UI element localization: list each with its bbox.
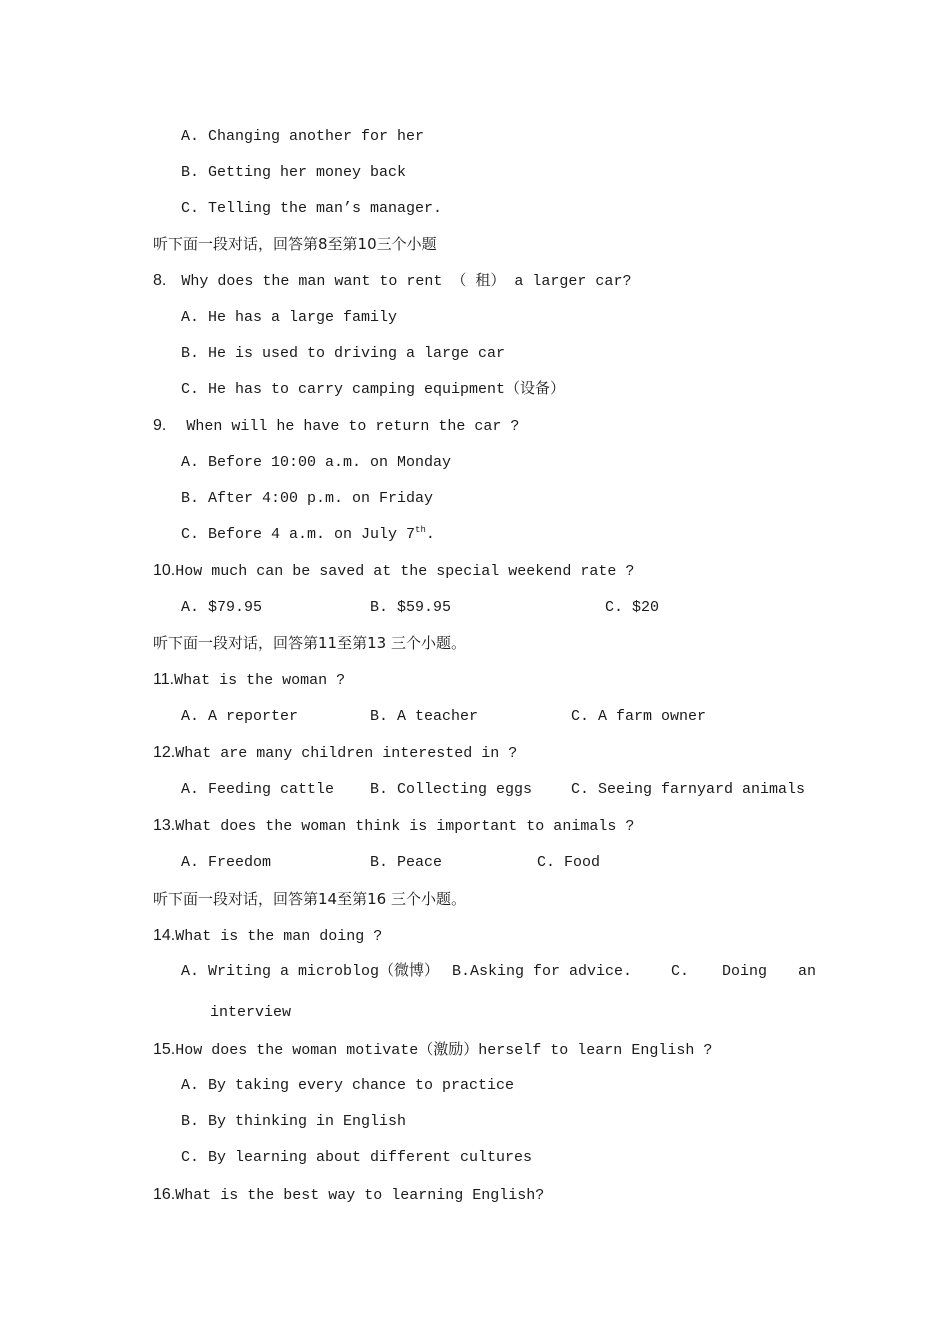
question-text: How much can be saved at the special weekend rate ? [175, 563, 635, 580]
section-heading-14-16: 听下面一段对话，回答第14至第16 三个小题。 [153, 890, 466, 908]
question-12 [153, 742, 517, 764]
q7-option-a: A. Changing another for her [181, 128, 425, 145]
question-text: What is the woman ? [174, 672, 346, 689]
question-16 [153, 1184, 544, 1206]
q13-option-a: A. Freedom [181, 854, 272, 871]
q13-option-b: B. Peace [370, 854, 443, 871]
q9-option-c [181, 525, 435, 545]
question-11 [153, 669, 345, 691]
question-number: 16. [153, 1186, 176, 1203]
q12-option-b: B. Collecting eggs [370, 781, 533, 798]
question-number: 10. [153, 562, 176, 579]
q11-option-b: B. A teacher [370, 708, 479, 725]
question-text: What are many children interested in ? [175, 745, 518, 762]
question-number: 14. [153, 927, 176, 944]
q13-option-c: C. Food [537, 854, 601, 871]
question-number: 8. [153, 272, 167, 289]
q14-option-c-label: C. [671, 963, 690, 980]
section-heading-8-10: 听下面一段对话，回答第8至第10三个小题 [153, 235, 437, 253]
question-number: 9. [153, 417, 167, 434]
q7-option-b: B. Getting her money back [181, 164, 407, 181]
question-14 [153, 925, 382, 947]
q8-option-a: A. He has a large family [181, 309, 398, 326]
option-end: . [425, 526, 435, 543]
q12-option-a: A. Feeding cattle [181, 781, 335, 798]
question-text: What is the best way to learning English? [175, 1187, 545, 1204]
question-text: How does the woman motivate（激励）herself to learn English ? [175, 1042, 713, 1059]
q7-option-c: C. Telling the man’s manager. [181, 200, 443, 217]
q10-option-c: C. $20 [605, 599, 660, 616]
question-8 [153, 270, 631, 292]
q14-option-c-word: Doing [722, 963, 768, 980]
question-10 [153, 560, 634, 582]
question-9 [153, 415, 519, 437]
q12-option-c: C. Seeing farnyard animals [571, 781, 806, 798]
question-text: When will he have to return the car ? [186, 418, 520, 435]
q15-option-b: B. By thinking in English [181, 1113, 407, 1130]
q14-option-c-continued: interview [210, 1004, 292, 1021]
question-13 [153, 815, 634, 837]
q9-option-b: B. After 4:00 p.m. on Friday [181, 490, 434, 507]
q14-option-b: B.Asking for advice. [452, 963, 633, 980]
option-text: C. Before 4 a.m. on July 7 [181, 526, 416, 543]
question-text: What is the man doing ? [175, 928, 383, 945]
q15-option-c: C. By learning about different cultures [181, 1149, 533, 1166]
q8-option-b: B. He is used to driving a large car [181, 345, 506, 362]
q14-option-c-word: an [798, 963, 817, 980]
q14-option-a: A. Writing a microblog（微博） [181, 963, 440, 980]
section-heading-11-13: 听下面一段对话，回答第11至第13 三个小题。 [153, 634, 466, 652]
q9-option-a: A. Before 10:00 a.m. on Monday [181, 454, 452, 471]
q11-option-c: C. A farm owner [571, 708, 707, 725]
question-number: 12. [153, 744, 176, 761]
question-number: 11. [153, 671, 175, 688]
q15-option-a: A. By taking every chance to practice [181, 1077, 515, 1094]
superscript: th [415, 525, 426, 535]
q11-option-a: A. A reporter [181, 708, 299, 725]
question-number: 15. [153, 1041, 176, 1058]
question-text: What does the woman think is important to animals ? [175, 818, 635, 835]
q10-option-a: A. $79.95 [181, 599, 263, 616]
q10-option-b: B. $59.95 [370, 599, 452, 616]
question-number: 13. [153, 817, 176, 834]
q8-option-c: C. He has to carry camping equipment（设备） [181, 381, 566, 398]
question-15 [153, 1039, 712, 1061]
question-text: Why does the man want to rent （ 租） a larger car? [181, 273, 632, 290]
